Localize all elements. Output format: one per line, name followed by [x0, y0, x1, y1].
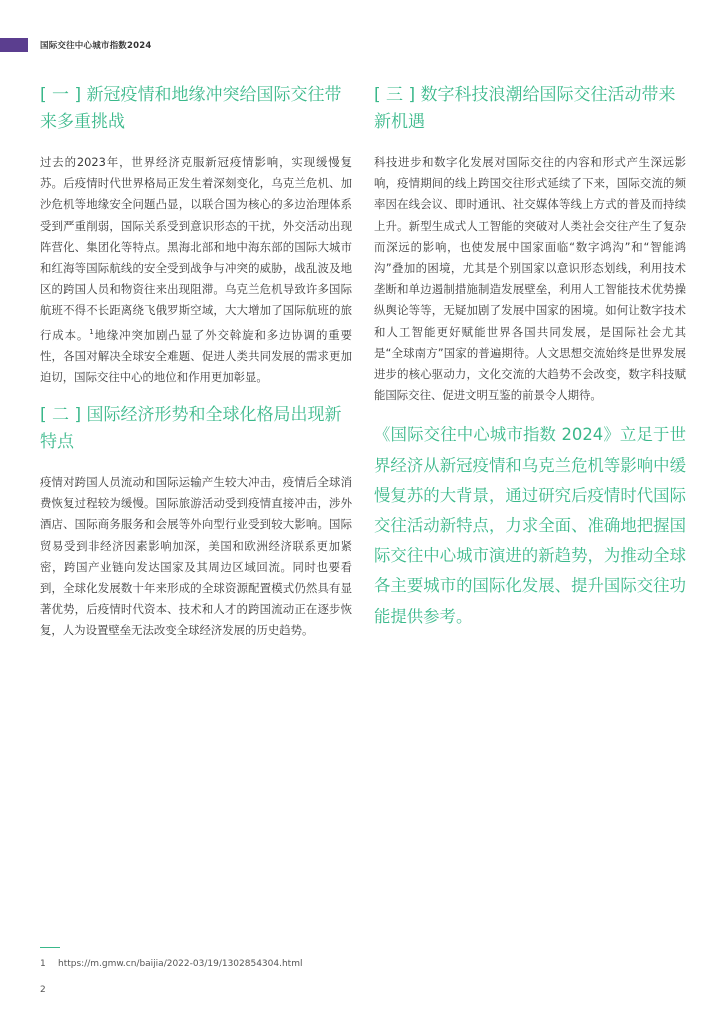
footnote-mark: 1	[40, 959, 46, 969]
section-3-heading: [ 三 ] 数字科技浪潮给国际交往活动带来新机遇	[374, 85, 676, 132]
section-1-heading: [ 一 ] 新冠疫情和地缘冲突给国际交往带来多重挑战	[40, 85, 342, 132]
page-number: 2	[40, 985, 46, 995]
left-column	[40, 82, 352, 656]
footnote-link[interactable]: https://m.gmw.cn/baijia/2022-03/19/1302854304.html	[58, 959, 303, 969]
footnote-reference[interactable]: 1	[89, 327, 94, 336]
section-3-paragraph: 科技进步和数字化发展对国际交往的内容和形式产生深远影响，疫情期间的线上跨国交往形式延续了下来，国际交流的频率因在线会议、即时通讯、社交媒体等线上方式的普及而持续上升。新型生成式人工智能的突破对人类社会交往产生了复杂而深远的影响，也使发展中国家面临“数字鸿沟”和“智能鸿沟”叠加的困境，尤其是个别国家以意识形态划线，利用技术垄断和单边遏制措施制造发展壁垒，利用人工智能技术优势操纵舆论等等，无疑加剧了发展中国家的困境。如何让数字技术和人工智能更好赋能世界各国共同发展，是国际社会尤其是“全球南方”国家的普遍期待。人文思想交流始终是世界发展进步的核心驱动力，文化交流的大趋势不会改变，数字科技赋能国际交往、促进文明互鉴的前景令人期待。	[374, 155, 686, 403]
footnote-divider	[40, 947, 60, 948]
section-2-paragraph: 疫情对跨国人员流动和国际运输产生较大冲击，疫情后全球消费恢复过程较为缓慢。国际旅游活动受到疫情直接冲击，涉外酒店、国际商务服务和会展等外向型行业受到较大影响。国际贸易受到非经济因素影响加深，美国和欧洲经济联系更加紧密，跨国产业链向发达国家及其周边区域回流。同时也要看到，全球化发展数十年来形成的全球资源配置模式仍然具有显著优势，后疫情时代资本、技术和人才的跨国流动正在逐步恢复，人为设置壁垒无法改变全球经济发展的历史趋势。	[40, 475, 352, 638]
footnote	[40, 959, 302, 969]
pull-quote: 《国际交往中心城市指数 2024》立足于世界经济从新冠疫情和乌克兰危机等影响中缓慢复苏的大背景，通过研究后疫情时代国际交往活动新特点，力求全面、准确地把握国际交往中心城市演进的新趋势，为推动全球各主要城市的国际化发展、提升国际交往功能提供参考。	[374, 425, 686, 626]
section-1-text-b: 地缘冲突加剧凸显了外交斡旋和多边协调的重要性，各国对解决全球安全难题、促进人类共同发展的需求更加迫切，国际交往中心的地位和作用更加彰显。	[40, 327, 352, 384]
section-1-paragraph	[40, 152, 352, 388]
section-1-text-a: 过去的2023年，世界经济克服新冠疫情影响，实现缓慢复苏。后疫情时代世界格局正发生着深刻变化，乌克兰危机、加沙危机等地缘安全问题凸显，以联合国为核心的多边治理体系受到严重削弱，国际关系受到意识形态的干扰，外交活动出现阵营化、集团化等特点。黑海北部和地中海东部的国际大城市和红海等国际航线的安全受到战争与冲突的威胁，战乱波及地区的跨国人员和物资往来出现阻滞。乌克兰危机导致许多国际航班不得不长距离绕飞俄罗斯空域，大大增加了国际航班的旅行成本。	[40, 155, 352, 342]
running-header-title: 国际交往中心城市指数2024	[40, 41, 152, 51]
section-2-heading: [ 二 ] 国际经济形势和全球化格局出现新特点	[40, 405, 342, 453]
header-accent-bar	[0, 38, 28, 52]
right-column	[374, 82, 686, 632]
